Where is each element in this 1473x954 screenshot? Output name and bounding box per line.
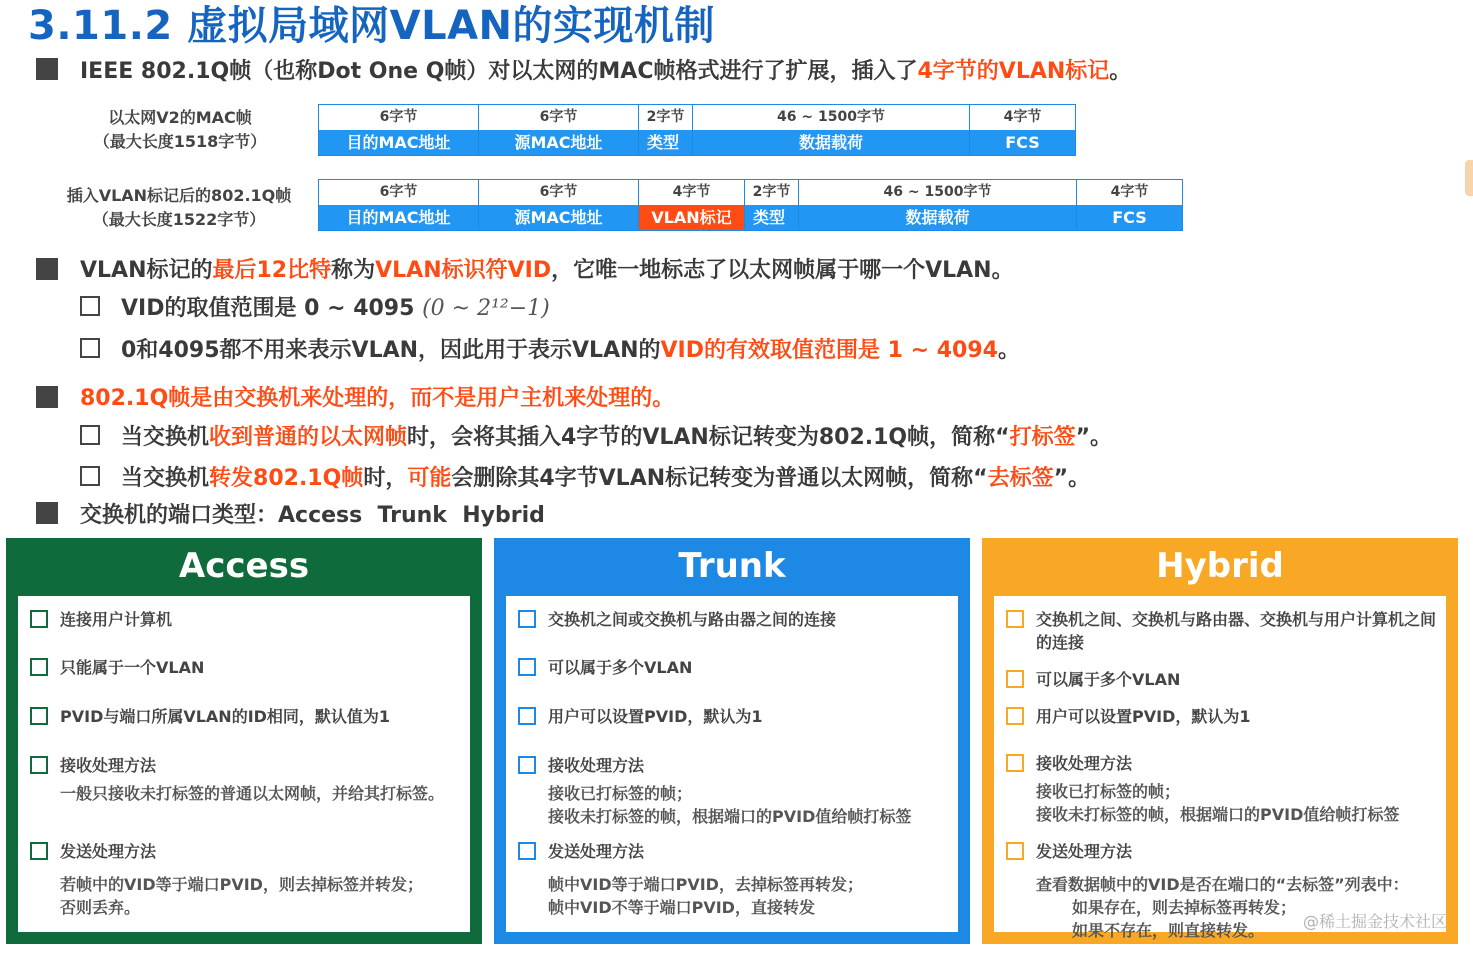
sub-text: 0和4095都不用来表示VLAN，因此用于表示VLAN的	[121, 338, 661, 363]
hybrid-content	[990, 592, 1450, 940]
item-detail: 接收未打标签的帧，根据端口的PVID值给帧打标签	[1036, 805, 1400, 824]
item-text: 发送处理方法	[1036, 842, 1133, 861]
field-name: FCS	[1077, 205, 1182, 230]
list-item	[518, 608, 948, 631]
sub-text: ”。	[1053, 466, 1091, 491]
trunk-port-box	[494, 538, 970, 944]
field-name: 类型	[639, 130, 692, 155]
field-name: 目的MAC地址	[319, 205, 478, 230]
item-text: 接收处理方法	[548, 756, 645, 775]
access-port-box	[6, 538, 482, 944]
sub-text: 时，	[363, 466, 408, 491]
checkbox-icon	[80, 338, 100, 358]
field-name: 源MAC地址	[479, 205, 638, 230]
sub-text: 当交换机	[121, 466, 210, 491]
list-item	[518, 656, 948, 679]
highlight-text: 去标签	[987, 466, 1054, 491]
frame1-label	[80, 106, 280, 154]
field-name: 类型	[745, 205, 798, 230]
item-detail: 一般只接收未打标签的普通以太网帧，并给其打标签。	[60, 784, 445, 803]
list-item	[1006, 608, 1436, 654]
frame-field	[479, 105, 639, 155]
access-title: Access	[178, 546, 310, 586]
bullet-8021q-intro	[80, 54, 1131, 85]
field-bytes: 6字节	[479, 105, 638, 130]
highlight-text: 收到普通的以太网帧	[209, 425, 408, 450]
sub-text: 会删除其4字节VLAN标记转变为普通以太网帧，简称“	[451, 466, 988, 491]
field-bytes: 6字节	[319, 105, 478, 130]
edge-decoration	[1465, 160, 1473, 196]
bullet-text: IEEE 802.1Q帧（也称Dot One Q帧）对以太网的MAC帧格式进行了扩展，插入了	[80, 59, 918, 84]
field-name: VLAN标记	[639, 205, 744, 230]
trunk-title: Trunk	[678, 546, 786, 586]
field-bytes: 6字节	[319, 180, 478, 205]
item-detail: 否则丢弃。	[60, 898, 141, 917]
item-detail: 如果不存在，则直接转发。	[1072, 921, 1265, 940]
frame-field	[1077, 180, 1182, 230]
item-detail: 若帧中的VID等于端口PVID，则去掉标签并转发；	[60, 875, 423, 894]
sub-text: VID的取值范围是 0 ~ 4095	[121, 296, 423, 321]
watermark: @稀土掘金技术社区	[1302, 912, 1447, 931]
item-detail: 接收已打标签的帧；	[548, 784, 693, 803]
frame-field	[970, 105, 1075, 155]
highlight-text: VLAN标识符VID	[375, 258, 552, 283]
checkbox-icon	[518, 658, 536, 676]
bullet-switch-processing: 802.1Q帧是由交换机来处理的，而不是用户主机来处理的。	[80, 386, 675, 411]
hybrid-title: Hybrid	[1156, 546, 1284, 586]
field-name: FCS	[970, 130, 1075, 155]
item-detail: 帧中VID不等于端口PVID，直接转发	[548, 898, 815, 917]
frame-field	[319, 105, 479, 155]
highlight-text: 4字节的VLAN标记	[917, 59, 1110, 84]
checkbox-icon	[80, 296, 100, 316]
list-item	[518, 840, 948, 919]
frame2-label	[56, 184, 302, 232]
frame-label-line: （最大长度1522字节）	[92, 210, 266, 229]
highlight-text: 可能	[407, 466, 452, 491]
sub-tagging	[121, 420, 1112, 451]
frame-label-line: 以太网V2的MAC帧	[108, 108, 252, 127]
item-detail: 帧中VID等于端口PVID，去掉标签再转发；	[548, 875, 863, 894]
sub-text: ”。	[1075, 425, 1113, 450]
checkbox-icon	[518, 610, 536, 628]
item-text: 发送处理方法	[548, 842, 645, 861]
access-content	[14, 592, 474, 936]
sub-text: 。	[997, 338, 1020, 363]
bullet-square	[36, 58, 58, 80]
sub-vid-valid	[121, 333, 1020, 364]
highlight-text: VID的有效取值范围是 1 ~ 4094	[660, 338, 998, 363]
list-item	[30, 608, 460, 631]
field-bytes: 46 ~ 1500字节	[799, 180, 1076, 205]
item-text: 只能属于一个VLAN	[60, 658, 205, 677]
list-item	[1006, 668, 1436, 691]
checkbox-icon	[1006, 670, 1024, 688]
list-item	[30, 656, 460, 679]
checkbox-icon	[30, 610, 48, 628]
field-bytes: 4字节	[639, 180, 744, 205]
frame-field	[693, 105, 970, 155]
item-text: 发送处理方法	[60, 842, 157, 861]
sub-text: 时，会将其插入4字节的VLAN标记转变为802.1Q帧，简称“	[407, 425, 1010, 450]
item-detail: 如果存在，则去掉标签再转发；	[1072, 898, 1297, 917]
highlight-text: 转发802.1Q帧	[209, 466, 364, 491]
checkbox-icon	[1006, 610, 1024, 628]
frame-field	[799, 180, 1077, 230]
frame-field	[479, 180, 639, 230]
item-text: 连接用户计算机	[60, 610, 173, 629]
bullet-port-types: 交换机的端口类型：Access Trunk Hybrid	[80, 503, 545, 528]
highlight-text: 最后12比特	[212, 258, 332, 283]
sub-text: 当交换机	[121, 425, 210, 450]
checkbox-icon	[1006, 754, 1024, 772]
trunk-content	[502, 592, 962, 936]
frame-field	[745, 180, 799, 230]
item-detail: 接收未打标签的帧，根据端口的PVID值给帧打标签	[548, 807, 912, 826]
bullet-text: ，它唯一地标志了以太网帧属于哪一个VLAN。	[551, 258, 1014, 283]
item-text: 交换机之间或交换机与路由器之间的连接	[548, 610, 837, 629]
item-detail: 查看数据帧中的VID是否在端口的“去标签”列表中：	[1036, 875, 1409, 894]
bullet-square	[36, 258, 58, 280]
highlight-text: 打标签	[1009, 425, 1076, 450]
list-item	[30, 705, 460, 728]
dot1q-frame	[318, 179, 1183, 231]
list-item	[1006, 752, 1436, 826]
field-name: 目的MAC地址	[319, 130, 478, 155]
formula-text: (0 ~ 2¹²−1)	[422, 296, 550, 321]
ethernet-v2-frame	[318, 104, 1076, 156]
bullet-text: 。	[1109, 59, 1132, 84]
checkbox-icon	[80, 425, 100, 445]
frame-field-vlan-tag	[639, 180, 745, 230]
checkbox-icon	[30, 756, 48, 774]
checkbox-icon	[80, 466, 100, 486]
list-item	[30, 754, 460, 805]
bullet-square	[36, 502, 58, 524]
item-text: 接收处理方法	[60, 756, 157, 775]
list-item	[518, 754, 948, 828]
checkbox-icon	[518, 756, 536, 774]
hybrid-port-box	[982, 538, 1458, 944]
sub-vid-range	[121, 291, 550, 322]
item-text: 交换机之间、交换机与路由器、交换机与用户计算机之间的连接	[1036, 610, 1437, 652]
bullet-text: VLAN标记的	[80, 258, 213, 283]
sub-untagging	[121, 461, 1090, 492]
field-name: 源MAC地址	[479, 130, 638, 155]
field-bytes: 2字节	[745, 180, 798, 205]
field-bytes: 2字节	[639, 105, 692, 130]
checkbox-icon	[30, 707, 48, 725]
frame-label-line: （最大长度1518字节）	[93, 132, 267, 151]
checkbox-icon	[30, 842, 48, 860]
item-detail: 接收已打标签的帧；	[1036, 782, 1181, 801]
item-text: 用户可以设置PVID，默认为1	[548, 707, 763, 726]
item-text: 可以属于多个VLAN	[1036, 670, 1181, 689]
bullet-square	[36, 386, 58, 408]
field-name: 数据载荷	[799, 205, 1076, 230]
frame-field	[319, 180, 479, 230]
list-item	[30, 840, 460, 919]
field-bytes: 4字节	[1077, 180, 1182, 205]
bullet-text: 称为	[331, 258, 376, 283]
field-bytes: 4字节	[970, 105, 1075, 130]
checkbox-icon	[1006, 707, 1024, 725]
item-text: 可以属于多个VLAN	[548, 658, 693, 677]
checkbox-icon	[1006, 842, 1024, 860]
field-name: 数据载荷	[693, 130, 969, 155]
item-text: 接收处理方法	[1036, 754, 1133, 773]
list-item	[518, 705, 948, 728]
field-bytes: 6字节	[479, 180, 638, 205]
checkbox-icon	[518, 707, 536, 725]
field-bytes: 46 ~ 1500字节	[693, 105, 969, 130]
list-item	[1006, 705, 1436, 728]
checkbox-icon	[518, 842, 536, 860]
bullet-vid	[80, 253, 1014, 284]
item-text: PVID与端口所属VLAN的ID相同，默认值为1	[60, 707, 391, 726]
page-title: 3.11.2 虚拟局域网VLAN的实现机制	[28, 3, 716, 49]
frame-label-line: 插入VLAN标记后的802.1Q帧	[66, 186, 292, 205]
frame-field	[639, 105, 693, 155]
checkbox-icon	[30, 658, 48, 676]
item-text: 用户可以设置PVID，默认为1	[1036, 707, 1251, 726]
